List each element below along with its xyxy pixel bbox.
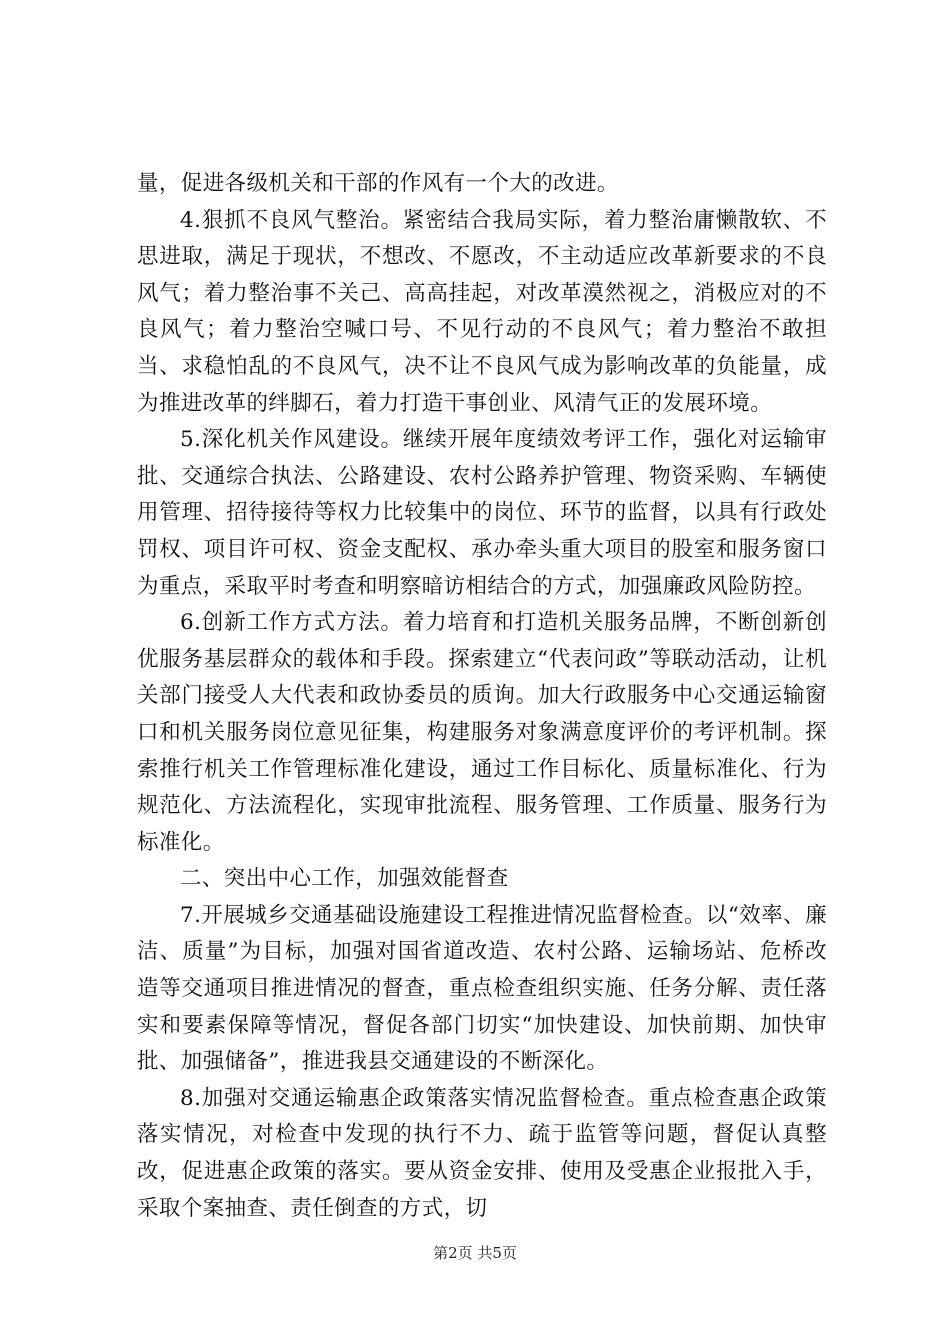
paragraph-item-6: 6.创新工作方式方法。着力培育和打造机关服务品牌，不断创新创优服务基层群众的载体和手段。探索建立“代表问政”等联动活动，让机关部门接受人大代表和政协委员的质询。加大行政服务中心交通运输窗口和机关服务岗位意见征集，构建服务对象满意度评价的考评机制。探索推行机关工作管理标准化建设，通过工作目标化、质量标准化、行为规范化、方法流程化，实现审批流程、服务管理、工作质量、服务行为标准化。 [137,610,827,855]
document-body [137,166,827,1227]
section-heading-2: 二、突出中心工作，加强效能督查 [180,866,509,892]
paragraph-item-4: 4.狠抓不良风气整治。紧密结合我局实际，着力整治庸懒散软、不思进取，满足于现状，不想改、不愿改，不主动适应改革新要求的不良风气；着力整治事不关己、高高挂起，对改革漠然视之，消极应对的不良风气；着力整治空喊口号、不见行动的不良风气；着力整治不敢担当、求稳怕乱的不良风气，决不让不良风气成为影响改革的负能量，成为推进改革的绊脚石，着力打造干事创业、风清气正的发展环境。 [137,207,827,416]
paragraph-continuation: 量，促进各级机关和干部的作风有一个大的改进。 [137,171,619,196]
page-number-label: 第2页 共5页 [433,1244,517,1262]
paragraph-item-7: 7.开展城乡交通基础设施建设工程推进情况监督检查。以“效率、廉洁、质量”为目标，加强对国省道改造、农村公路、运输场站、危桥改造等交通项目推进情况的督查，重点检查组织实施、任务分解、责任落实和要素保障等情况，督促各部门切实“加快建设、加快前期、加快审批、加强储备”，推进我县交通建设的不断深化。 [137,902,827,1075]
page-footer [0,1243,950,1263]
paragraph-item-8: 8.加强对交通运输惠企政策落实情况监督检查。重点检查惠企政策落实情况，对检查中发现的执行不力、疏于监管等问题，督促认真整改，促进惠企政策的落实。要从资金安排、使用及受惠企业报批入手，采取个案抽查、责任倒查的方式，切 [137,1085,827,1221]
paragraph-item-5: 5.深化机关作风建设。继续开展年度绩效考评工作，强化对运输审批、交通综合执法、公路建设、农村公路养护管理、物资采购、车辆使用管理、招待接待等权力比较集中的岗位、环节的监督，以具有行政处罚权、项目许可权、资金支配权、承办牵头重大项目的股室和服务窗口为重点，采取平时考查和明察暗访相结合的方式，加强廉政风险防控。 [137,427,827,599]
